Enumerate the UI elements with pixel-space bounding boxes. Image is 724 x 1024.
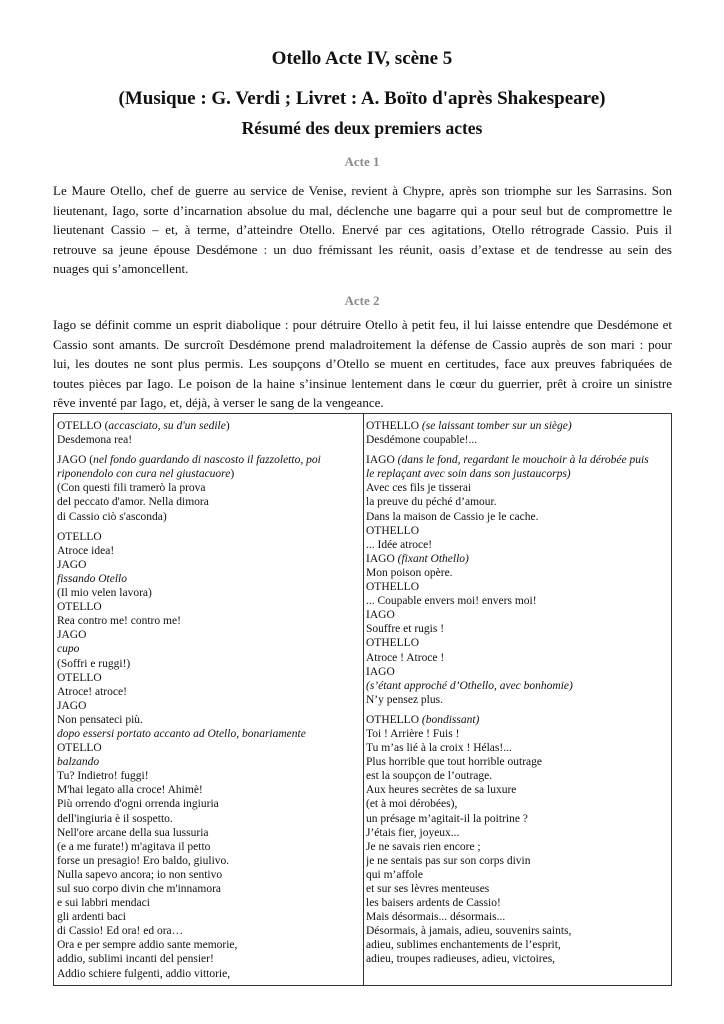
libretto-text: OTELLO (57, 530, 102, 543)
libretto-text: OTHELLO (366, 420, 422, 432)
act-2-line: Cassio sont amants. De surcroît Desdémone prend maladroitement la défense de Cassio auprès de son mari : pour (53, 336, 672, 352)
libretto-text: Desdémone coupable!... (366, 434, 478, 447)
libretto-text: gli ardenti baci (57, 911, 126, 924)
libretto-text: ) (230, 468, 235, 481)
libretto-text: OTHELLO (366, 637, 420, 650)
libretto-text: M'hai legato alla croce! Ahimè! (57, 784, 203, 797)
libretto-line (57, 467, 359, 481)
libretto-text: adieu, sublimes enchantements de l’esprit, (366, 939, 561, 952)
libretto-line (366, 467, 668, 481)
libretto-text: ... Coupable envers moi! envers moi! (366, 595, 537, 608)
libretto-line (57, 952, 359, 966)
libretto-line (57, 967, 359, 981)
libretto-line (366, 938, 668, 952)
column-divider (363, 414, 364, 985)
libretto-line (57, 600, 359, 614)
libretto-text: IAGO (366, 609, 395, 622)
libretto-text: (et à moi dérobées), (366, 798, 458, 811)
libretto-text: IAGO (366, 552, 398, 565)
libretto-text: JAGO ( (57, 454, 94, 467)
libretto-text: OTELLO ( (57, 420, 109, 432)
libretto-text: IAGO (366, 454, 398, 467)
libretto-line (366, 608, 668, 622)
libretto-line (366, 868, 668, 882)
stage-direction: fissando Otello (57, 572, 127, 585)
libretto-text: Mon poison opère. (366, 566, 453, 579)
libretto-text: dell'ingiuria è il sospetto. (57, 812, 173, 825)
stage-direction: (fixant Othello) (397, 552, 469, 565)
libretto-line (366, 524, 668, 538)
libretto-line (57, 882, 359, 896)
libretto-line (57, 453, 359, 467)
stage-direction: accasciato, su d'un sedile (108, 420, 226, 432)
libretto-line (366, 783, 668, 797)
page-subtitle: (Musique : G. Verdi ; Livret : A. Boïto d'après Shakespeare) (118, 88, 606, 109)
libretto-line (57, 868, 359, 882)
libretto-line (57, 671, 359, 685)
act-1-heading: Acte 1 (344, 154, 380, 169)
libretto-line (366, 910, 668, 924)
libretto-line (57, 586, 359, 600)
libretto-text: (e a me furate!) m'agitava il petto (57, 840, 211, 853)
libretto-line (57, 558, 359, 572)
libretto-text: Tu? Indietro! fuggi! (57, 770, 149, 783)
libretto-text: Nell'ore arcane della sua lussuria (57, 826, 209, 839)
libretto-text: addio, sublimi incanti del pensier! (57, 953, 214, 966)
libretto-line (57, 840, 359, 854)
libretto-text: adieu, troupes radieuses, adieu, victoires, (366, 953, 556, 966)
libretto-text: (Con questi fili tramerò la prova (57, 482, 206, 495)
libretto-text: (Il mio velen lavora) (57, 587, 152, 600)
libretto-text: (Soffri e ruggi!) (57, 657, 131, 670)
libretto-text: Plus horrible que tout horrible outrage (366, 756, 542, 769)
libretto-line (57, 572, 359, 586)
libretto-text: Aux heures secrètes de sa luxure (366, 784, 517, 797)
libretto-line (366, 882, 668, 896)
libretto-line (57, 854, 359, 868)
libretto-line (57, 812, 359, 826)
libretto-text: les baisers ardents de Cassio! (366, 897, 501, 910)
libretto-line (57, 910, 359, 924)
stage-direction: riponendolo con cura nel giustacuore (57, 468, 231, 481)
stage-direction: le replaçant avec soin dans son justaucorps) (366, 468, 571, 481)
libretto-line (57, 657, 359, 671)
libretto-line (57, 433, 359, 447)
libretto-line (366, 679, 668, 693)
libretto-line (366, 896, 668, 910)
stage-direction: balzando (57, 756, 100, 769)
stage-direction: nel fondo guardando di nascosto il fazzoletto, poi (93, 454, 321, 467)
libretto-line (366, 755, 668, 769)
libretto-line (57, 755, 359, 769)
libretto-text: Atroce idea! (57, 544, 115, 557)
act-2-line: lui, les doutes ne sont plus permis. Les soupçons d’Otello se muent en certitudes, face aux preuves fabriquées de (53, 356, 672, 371)
libretto-table (53, 413, 672, 986)
libretto-text: je ne sentais pas sur son corps divin (366, 854, 531, 867)
libretto-line (57, 699, 359, 713)
act-1-line: Le Maure Otello, chef de guerre au service de Venise, revient à Chypre, après son triomphe sur les Sarrasins. Son (53, 183, 672, 198)
libretto-text: Più orrendo d'ogni orrenda ingiuria (57, 798, 219, 811)
libretto-text: Désormais, à jamais, adieu, souvenirs saints, (366, 925, 572, 938)
libretto-line (366, 636, 668, 650)
libretto-line (57, 769, 359, 783)
libretto-line (366, 552, 668, 566)
stage-direction: (dans le fond, regardant le mouchoir à la dérobée puis (397, 454, 649, 467)
libretto-line (57, 741, 359, 755)
act-2-line: Iago se définit comme un esprit diabolique : pour détruire Otello à petit feu, il lui laisse entendre que Desdémone et (53, 317, 672, 332)
libretto-text: N’y pensez plus. (366, 693, 443, 706)
page-title: Otello Acte IV, scène 5 (271, 48, 453, 69)
act-1-line: nuages qui s’amoncellent. (53, 261, 189, 276)
libretto-text: est la soupçon de l’outrage. (366, 770, 493, 783)
libretto-line (366, 665, 668, 679)
libretto-text: un présage m’agitait-il la poitrine ? (366, 812, 528, 825)
act-2-summary (53, 315, 672, 413)
libretto-line (366, 566, 668, 580)
libretto-text: ... Idée atroce! (366, 538, 433, 551)
act-2-line: rêve inventé par Iago, et, déjà, à verser le sang de la vengeance. (53, 395, 384, 410)
libretto-line (366, 840, 668, 854)
libretto-text: Dans la maison de Cassio je le cache. (366, 510, 539, 523)
libretto-line (57, 628, 359, 642)
libretto-line (57, 938, 359, 952)
libretto-text: Non pensateci più. (57, 713, 143, 726)
libretto-text: Je ne savais rien encore ; (366, 840, 481, 853)
libretto-text: Nulla sapevo ancora; io non sentivo (57, 868, 223, 881)
stage-direction: cupo (57, 643, 80, 656)
act-1-line: lieutenant, Iago, sorte d’incarnation absolue du mal, déclenche une bagarre qui a pour seul but de compromettre le (53, 202, 672, 218)
libretto-line (366, 854, 668, 868)
libretto-line (57, 797, 359, 811)
libretto-line (57, 896, 359, 910)
libretto-line (366, 538, 668, 552)
act-2-heading: Acte 2 (344, 293, 380, 308)
libretto-line (366, 453, 668, 467)
libretto-line (366, 952, 668, 966)
libretto-text: di Cassio ciò s'asconda) (57, 510, 167, 523)
libretto-line (366, 651, 668, 665)
libretto-line (57, 727, 359, 741)
libretto-line (366, 481, 668, 495)
libretto-text: Mais désormais... désormais... (366, 911, 506, 924)
libretto-line (366, 924, 668, 938)
libretto-text: JAGO (57, 699, 87, 712)
libretto-text: OTELLO (57, 601, 102, 614)
libretto-line (57, 642, 359, 656)
act-1-line: lieutenant Cassio – et, à terme, d’atteindre Otello. Enervé par ces agitations, Otello rétrograde Cassio. Puis il (53, 222, 672, 237)
libretto-text: JAGO (57, 558, 87, 571)
libretto-text: Souffre et rugis ! (366, 623, 445, 636)
libretto-line (57, 481, 359, 495)
libretto-line (57, 685, 359, 699)
libretto-text: del peccato d'amor. Nella dimora (57, 496, 209, 509)
libretto-line (366, 510, 668, 524)
libretto-line (366, 727, 668, 741)
libretto-line (57, 530, 359, 544)
libretto-line (57, 783, 359, 797)
act-2-line: toutes pièces par Iago. Le poison de la haine s’insinue lentement dans le cœur du guerrier, prêt à croire un sinistre (53, 375, 672, 391)
libretto-text: Tu m’as lié à la croix ! Hélas!... (366, 742, 512, 755)
libretto-line (366, 826, 668, 840)
libretto-text: Desdemona rea! (57, 434, 133, 447)
libretto-text: et sur ses lèvres menteuses (366, 883, 490, 895)
libretto-text: Atroce! atroce! (57, 685, 127, 698)
libretto-text: JAGO (57, 629, 87, 642)
libretto-line (366, 741, 668, 755)
libretto-text: e sui labbri mendaci (57, 897, 150, 910)
libretto-text: J’étais fier, joyeux... (366, 826, 460, 839)
libretto-text: OTHELLO (366, 581, 420, 594)
libretto-line (366, 797, 668, 811)
libretto-text: ) (225, 420, 230, 432)
stage-direction: (bondissant) (421, 713, 480, 726)
libretto-line (57, 510, 359, 524)
libretto-text: Ora e per sempre addio sante memorie, (57, 939, 238, 952)
libretto-text: OTHELLO (366, 713, 422, 726)
act-1-summary (53, 181, 672, 279)
libretto-text: OTELLO (57, 671, 102, 684)
summary-title: Résumé des deux premiers actes (241, 118, 483, 138)
stage-direction: (se laissant tomber sur un siège) (421, 420, 572, 432)
libretto-line (57, 544, 359, 558)
libretto-line (366, 693, 668, 707)
libretto-text: Addio schiere fulgenti, addio vittorie, (57, 967, 231, 980)
libretto-text: Atroce ! Atroce ! (366, 651, 445, 664)
libretto-line (57, 924, 359, 938)
italian-libretto-column (57, 419, 359, 981)
libretto-line (366, 812, 668, 826)
libretto-line (57, 419, 359, 433)
libretto-line (366, 769, 668, 783)
libretto-text: OTHELLO (366, 524, 420, 537)
libretto-line (366, 713, 668, 727)
libretto-line (366, 419, 668, 433)
act-1-line: retrouve sa jeune épouse Desdémone : un duo frémissant les réunit, oasis d’extase et de tendresse au sein des (53, 241, 672, 257)
libretto-line (57, 826, 359, 840)
french-translation-column (366, 419, 668, 967)
libretto-text: OTELLO (57, 742, 102, 755)
libretto-text: Avec ces fils je tisserai (366, 482, 472, 495)
libretto-text: Rea contro me! contro me! (57, 615, 181, 628)
libretto-line (366, 433, 668, 447)
libretto-line (366, 594, 668, 608)
libretto-line (366, 495, 668, 509)
libretto-text: IAGO (366, 665, 395, 678)
stage-direction: dopo essersi portato accanto ad Otello, bonariamente (57, 727, 306, 740)
libretto-line (57, 713, 359, 727)
libretto-text: di Cassio! Ed ora! ed ora… (57, 925, 184, 938)
libretto-line (366, 580, 668, 594)
libretto-text: forse un presagio! Ero baldo, giulivo. (57, 854, 230, 867)
libretto-text: qui m’affole (366, 868, 423, 881)
libretto-line (366, 622, 668, 636)
libretto-text: Toi ! Arrière ! Fuis ! (366, 727, 460, 740)
libretto-text: sul suo corpo divin che m'innamora (57, 883, 221, 895)
libretto-line (57, 614, 359, 628)
libretto-text: la preuve du péché d’amour. (366, 496, 497, 509)
libretto-line (57, 495, 359, 509)
stage-direction: (s’étant approché d’Othello, avec bonhomie) (366, 679, 573, 692)
